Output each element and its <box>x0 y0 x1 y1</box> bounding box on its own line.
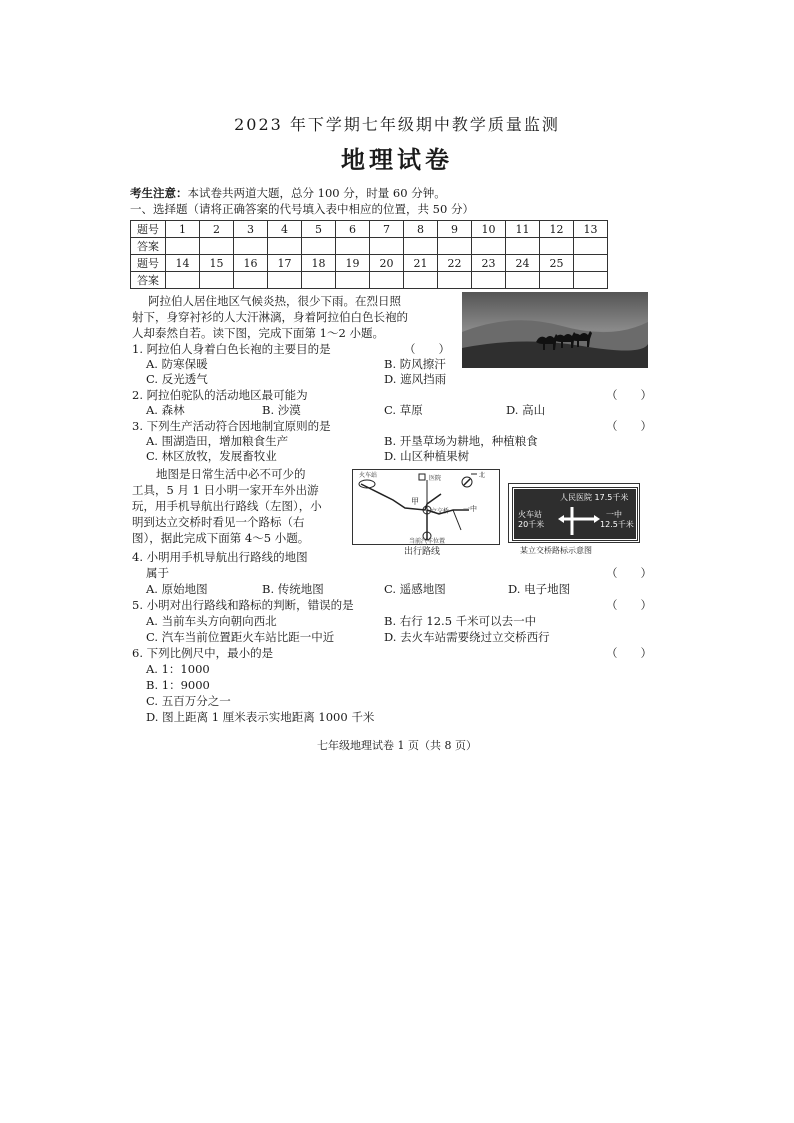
desert-camel-photo <box>462 292 648 368</box>
table-row <box>131 255 608 272</box>
sign-hospital: 人民医院 <box>560 493 592 502</box>
hospital-label: 医院 <box>429 475 442 482</box>
table-cell: 15 <box>200 255 234 272</box>
table-cell: 7 <box>370 221 404 238</box>
sign-school: 一中 <box>606 510 622 519</box>
table-row <box>131 272 608 289</box>
question-stem: 6. 下列比例尺中，最小的是 <box>132 646 274 660</box>
question-stem: 3. 下列生产活动符合因地制宜原则的是 <box>132 419 331 433</box>
table-cell: 6 <box>336 221 370 238</box>
answer-cell[interactable] <box>506 272 540 289</box>
table-cell: 13 <box>574 221 608 238</box>
answer-parenthesis: （ ） <box>606 646 652 660</box>
answer-cell[interactable] <box>472 272 506 289</box>
option-b: B. 传统地图 <box>262 582 324 596</box>
page-footer: 七年级地理试卷 1 页（共 8 页） <box>317 739 477 752</box>
option-a: A. 森林 <box>146 403 185 417</box>
question-stem: 5. 小明对出行路线和路标的判断，错误的是 <box>132 598 354 612</box>
notice-text: 本试卷共两道大题，总分 100 分，时量 60 分钟。 <box>187 186 446 200</box>
answer-cell[interactable] <box>302 238 336 255</box>
answer-cell[interactable] <box>336 272 370 289</box>
answer-cell[interactable] <box>370 238 404 255</box>
option-d: D. 去火车站需要绕过立交桥西行 <box>384 630 550 644</box>
table-cell: 10 <box>472 221 506 238</box>
passage-line: 玩，用手机导航出行路线（左图），小 <box>132 499 322 513</box>
table-cell: 14 <box>166 255 200 272</box>
option-a: A. 当前车头方向朝向西北 <box>146 614 277 628</box>
table-cell: 2 <box>200 221 234 238</box>
sign-hospital-distance: 17.5千米 <box>594 493 629 502</box>
sign-top-label <box>560 492 628 503</box>
table-cell: 5 <box>302 221 336 238</box>
table-cell: 8 <box>404 221 438 238</box>
subject-title: 地理试卷 <box>341 145 453 174</box>
question-stem: 1. 阿拉伯人身着白色长袍的主要目的是 <box>132 342 331 356</box>
table-cell: 21 <box>404 255 438 272</box>
hospital-icon <box>419 474 425 480</box>
sign-school-distance: 12.5千米 <box>600 520 634 529</box>
answer-cell[interactable] <box>404 272 438 289</box>
answer-parenthesis: （ ） <box>606 419 652 433</box>
question-stem: 2. 阿拉伯驼队的活动地区最可能为 <box>132 388 308 402</box>
sign-station: 火车站 <box>518 510 542 519</box>
answer-cell[interactable] <box>540 272 574 289</box>
option-a: A. 防寒保暖 <box>146 357 208 371</box>
answer-cell[interactable] <box>336 238 370 255</box>
question-stem-cont: 属于 <box>146 566 169 580</box>
answer-cell[interactable] <box>438 238 472 255</box>
section-heading: 一、选择题（请将正确答案的代号填入表中相应的位置，共 50 分） <box>130 202 474 216</box>
passage-line: 工具，5 月 1 日小明一家开车外出游 <box>132 483 319 497</box>
overpass-label: 立交桥 <box>431 508 450 515</box>
car-position-label: 当前汽车位置 <box>409 538 446 545</box>
option-b: B. 1：9000 <box>146 678 210 692</box>
table-cell: 11 <box>506 221 540 238</box>
passage-line: 图），据此完成下面第 4～5 小题。 <box>132 531 310 545</box>
answer-cell[interactable] <box>574 238 608 255</box>
option-c: C. 五百万分之一 <box>146 694 231 708</box>
answer-cell[interactable] <box>268 272 302 289</box>
option-d: D. 遮风挡雨 <box>384 372 447 386</box>
answer-cell[interactable] <box>166 272 200 289</box>
table-cell: 20 <box>370 255 404 272</box>
option-b: B. 右行 12.5 千米可以去一中 <box>384 614 537 628</box>
option-d: D. 图上距离 1 厘米表示实地距离 1000 千米 <box>146 710 375 724</box>
table-cell <box>574 255 608 272</box>
option-c: C. 林区放牧，发展畜牧业 <box>146 449 277 463</box>
answer-cell[interactable] <box>472 238 506 255</box>
table-cell: 23 <box>472 255 506 272</box>
route-map-caption: 出行路线 <box>404 547 441 557</box>
route-map <box>352 469 500 545</box>
north-label: 北 <box>479 472 486 479</box>
passage-line: 明到达立交桥时看见一个路标（右 <box>132 515 305 529</box>
answer-cell[interactable] <box>302 272 336 289</box>
table-cell: 9 <box>438 221 472 238</box>
table-row <box>131 221 608 238</box>
road-sign <box>513 488 637 540</box>
answer-parenthesis: （ ） <box>606 388 652 402</box>
answer-cell[interactable] <box>234 238 268 255</box>
option-a: A. 原始地图 <box>146 582 208 596</box>
option-b: B. 防风擦汗 <box>384 357 446 371</box>
option-c: C. 草原 <box>384 403 423 417</box>
option-b: B. 沙漠 <box>262 403 301 417</box>
exam-title: 2023 年下学期七年级期中教学质量监测 <box>234 115 560 134</box>
table-cell: 12 <box>540 221 574 238</box>
table-cell: 3 <box>234 221 268 238</box>
option-a: A. 1：1000 <box>146 662 210 676</box>
passage-line: 人却泰然自若。读下图，完成下面第 1～2 小题。 <box>132 326 384 340</box>
answer-cell[interactable] <box>234 272 268 289</box>
table-cell: 1 <box>166 221 200 238</box>
passage-line: 地图是日常生活中必不可少的 <box>156 467 306 481</box>
answer-cell[interactable] <box>540 238 574 255</box>
answer-cell[interactable] <box>370 272 404 289</box>
answer-cell[interactable] <box>200 238 234 255</box>
station-label: 火车站 <box>359 472 378 479</box>
row-label: 答案 <box>131 272 166 289</box>
answer-cell[interactable] <box>574 272 608 289</box>
road-sign-caption: 某立交桥路标示意图 <box>520 546 592 555</box>
road-sign-frame <box>508 483 640 543</box>
exam-notice <box>130 186 446 201</box>
answer-parenthesis: （ ） <box>404 342 450 356</box>
option-d: D. 高山 <box>506 403 546 417</box>
sign-station-distance: 20千米 <box>518 520 545 529</box>
table-cell: 25 <box>540 255 574 272</box>
point-jia-label: 甲 <box>411 497 419 506</box>
table-cell: 22 <box>438 255 472 272</box>
passage-line: 射下，身穿衬衫的人大汗淋漓，身着阿拉伯白色长袍的 <box>132 310 408 324</box>
route-map-drawing <box>353 470 499 544</box>
table-cell: 18 <box>302 255 336 272</box>
row-label: 题号 <box>131 221 166 238</box>
table-row <box>131 238 608 255</box>
answer-cell[interactable] <box>506 238 540 255</box>
passage-line: 阿拉伯人居住地区气候炎热，很少下雨。在烈日照 <box>148 294 401 308</box>
answer-cell[interactable] <box>200 272 234 289</box>
table-cell: 16 <box>234 255 268 272</box>
answer-parenthesis: （ ） <box>606 566 652 580</box>
answer-table <box>130 220 608 289</box>
answer-cell[interactable] <box>404 238 438 255</box>
table-cell: 19 <box>336 255 370 272</box>
option-b: B. 开垦草场为耕地，种植粮食 <box>384 434 538 448</box>
answer-parenthesis: （ ） <box>606 598 652 612</box>
row-label: 答案 <box>131 238 166 255</box>
route-road <box>453 510 461 530</box>
question-stem: 4. 小明用手机导航出行路线的地图 <box>132 550 308 564</box>
compass-needle-icon <box>464 479 470 485</box>
answer-cell[interactable] <box>268 238 302 255</box>
option-d: D. 山区种植果树 <box>384 449 470 463</box>
option-d: D. 电子地图 <box>508 582 571 596</box>
option-c: C. 遥感地图 <box>384 582 446 596</box>
answer-cell[interactable] <box>438 272 472 289</box>
row-label: 题号 <box>131 255 166 272</box>
notice-label: 考生注意： <box>130 186 188 200</box>
table-cell: 17 <box>268 255 302 272</box>
table-cell: 24 <box>506 255 540 272</box>
table-cell: 4 <box>268 221 302 238</box>
option-c: C. 汽车当前位置距火车站比距一中近 <box>146 630 335 644</box>
school-label: 一中 <box>463 505 477 513</box>
option-a: A. 围湖造田，增加粮食生产 <box>146 434 289 448</box>
option-c: C. 反光透气 <box>146 372 208 386</box>
answer-cell[interactable] <box>166 238 200 255</box>
